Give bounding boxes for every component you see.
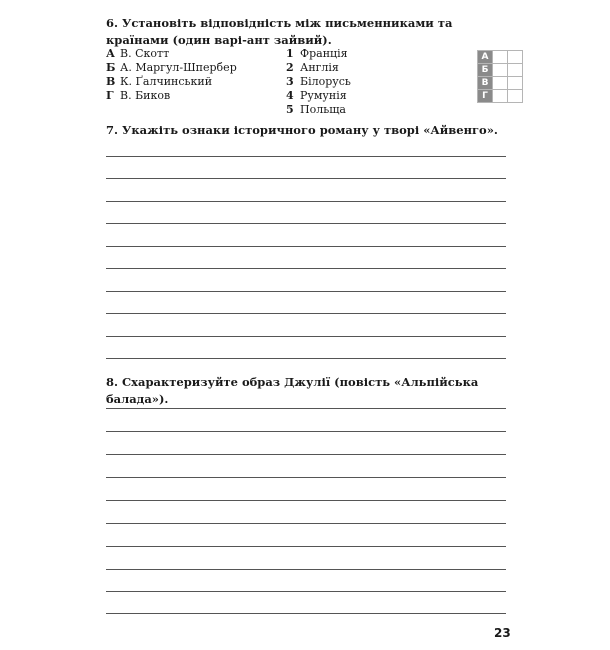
list-item: 3 Білорусь [286, 75, 351, 88]
question-6-text: Установіть відповідність між письменниками та країнами (один варі-ант зайвий). [106, 16, 453, 47]
answer-line[interactable] [106, 591, 506, 592]
question-6-number: 6. [106, 16, 119, 30]
answer-cell[interactable] [508, 64, 523, 77]
answer-cell[interactable] [508, 90, 523, 103]
question-6-title [106, 15, 506, 49]
question-7-number: 7. [106, 123, 119, 137]
question-8-number: 8. [106, 375, 119, 389]
answer-cell[interactable] [508, 77, 523, 90]
answer-line[interactable] [106, 223, 506, 224]
answer-line[interactable] [106, 178, 506, 179]
answer-line[interactable] [106, 291, 506, 292]
list-item: 1 Франція [286, 47, 348, 60]
list-item: 2 Англія [286, 61, 339, 74]
answer-line[interactable] [106, 569, 506, 570]
answer-cell[interactable] [493, 90, 508, 103]
question-7-text: Укажіть ознаки історичного роману у творі «Айвенго». [122, 123, 498, 137]
answer-grid-row-label: В [478, 77, 493, 90]
answer-line[interactable] [106, 477, 506, 478]
answer-line[interactable] [106, 546, 506, 547]
question-8-title [106, 374, 506, 408]
answer-cell[interactable] [508, 51, 523, 64]
answer-line[interactable] [106, 336, 506, 337]
answer-line[interactable] [106, 313, 506, 314]
answer-cell[interactable] [493, 64, 508, 77]
question-6-countries-list [286, 47, 351, 117]
question-7-title [106, 122, 506, 139]
answer-line[interactable] [106, 156, 506, 157]
list-item: 5 Польща [286, 103, 346, 116]
page-number: 23 [494, 626, 511, 640]
answer-line[interactable] [106, 246, 506, 247]
list-item: А В. Скотт [106, 47, 170, 60]
answer-line[interactable] [106, 268, 506, 269]
list-item: 4 Румунія [286, 89, 347, 102]
answer-line[interactable] [106, 523, 506, 524]
answer-cell[interactable] [493, 51, 508, 64]
answer-cell[interactable] [493, 77, 508, 90]
answer-line[interactable] [106, 431, 506, 432]
list-item: Б А. Маргул-Шпербер [106, 61, 237, 74]
answer-line[interactable] [106, 454, 506, 455]
answer-line[interactable] [106, 613, 506, 614]
answer-line[interactable] [106, 201, 506, 202]
question-8-text: Схарактеризуйте образ Джулії (повість «Альпійська балада»). [106, 375, 479, 406]
answer-line[interactable] [106, 408, 506, 409]
answer-line[interactable] [106, 358, 506, 359]
answer-grid-row-label: Б [478, 64, 493, 77]
answer-grid [477, 50, 523, 103]
list-item: Г В. Биков [106, 89, 171, 102]
answer-grid-row-label: Г [478, 90, 493, 103]
list-item: В К. Ґалчинський [106, 75, 213, 88]
answer-grid-row-label: А [478, 51, 493, 64]
answer-line[interactable] [106, 500, 506, 501]
question-6-writers-list [106, 47, 237, 103]
